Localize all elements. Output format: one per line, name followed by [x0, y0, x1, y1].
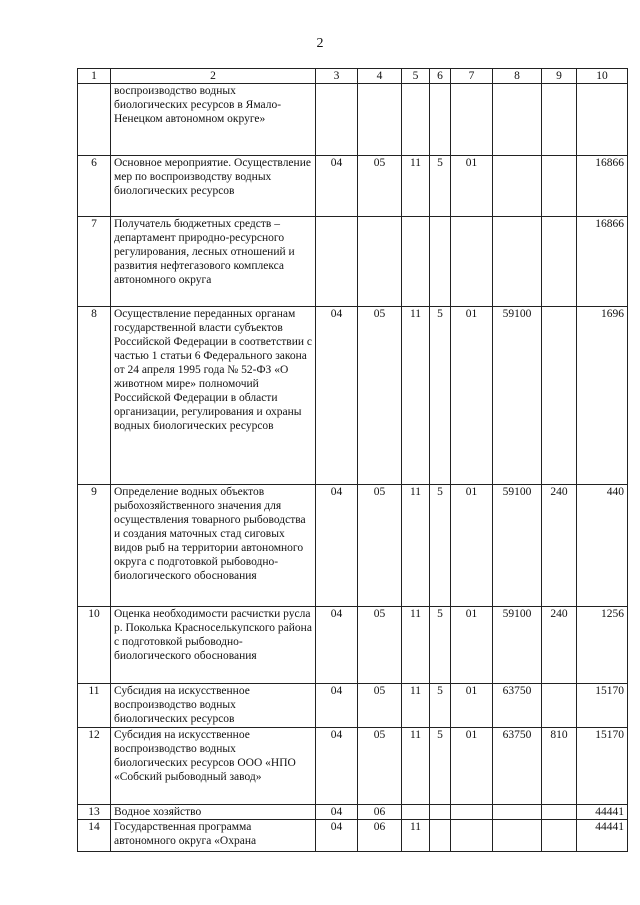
- header-col-5: 5: [402, 69, 430, 84]
- row-name: Основное мероприятие. Осуществление мер по воспроизводству водных биологических ресурсов: [111, 156, 316, 217]
- row-amount: 44441: [577, 805, 628, 820]
- row-amount: 15170: [577, 684, 628, 728]
- row-name: Оценка необходимости расчистки русла р. Поколька Красноселькупского района с подготовкой рыбоводно-биологического обоснования: [111, 607, 316, 684]
- row-program: 11: [402, 684, 430, 728]
- row-subprogram: [430, 217, 451, 307]
- row-subprogram: 5: [430, 684, 451, 728]
- header-col-9: 9: [542, 69, 577, 84]
- row-section: [316, 217, 358, 307]
- row-program: [402, 84, 430, 156]
- row-direction: 63750: [493, 728, 542, 805]
- row-name: Субсидия на искусственное воспроизводство водных биологических ресурсов: [111, 684, 316, 728]
- row-expense-type: [542, 307, 577, 485]
- row-activity: 01: [451, 607, 493, 684]
- row-subprogram: [430, 820, 451, 852]
- table-body: [78, 84, 628, 852]
- row-activity: 01: [451, 485, 493, 607]
- row-amount: 15170: [577, 728, 628, 805]
- table-row: [78, 84, 628, 156]
- page-number: 2: [316, 36, 324, 51]
- header-col-1: 1: [78, 69, 111, 84]
- row-activity: [451, 84, 493, 156]
- row-expense-type: [542, 805, 577, 820]
- budget-table: [77, 68, 628, 852]
- row-number: 12: [78, 728, 111, 805]
- header-col-2: 2: [111, 69, 316, 84]
- header-col-10: 10: [577, 69, 628, 84]
- row-expense-type: [542, 84, 577, 156]
- row-activity: [451, 820, 493, 852]
- row-activity: [451, 217, 493, 307]
- row-section: [316, 84, 358, 156]
- row-amount: 1696: [577, 307, 628, 485]
- row-amount: [577, 84, 628, 156]
- row-section: 04: [316, 805, 358, 820]
- row-subprogram: 5: [430, 728, 451, 805]
- row-subprogram: [430, 84, 451, 156]
- row-name: Определение водных объектов рыбохозяйственного значения для осуществления товарного рыбоводства и создания маточных стад сиговых видов рыб на территории автономного округа с подготовкой рыбоводно-биологического обоснования: [111, 485, 316, 607]
- row-direction: [493, 805, 542, 820]
- row-subsection: 05: [358, 156, 402, 217]
- row-expense-type: [542, 156, 577, 217]
- row-subsection: 05: [358, 684, 402, 728]
- row-direction: 59100: [493, 607, 542, 684]
- table-row: [78, 607, 628, 684]
- header-row: [78, 69, 628, 84]
- row-section: 04: [316, 607, 358, 684]
- row-amount: 16866: [577, 217, 628, 307]
- row-activity: [451, 805, 493, 820]
- row-program: 11: [402, 156, 430, 217]
- table-header: [78, 69, 628, 84]
- row-direction: [493, 820, 542, 852]
- row-expense-type: 240: [542, 607, 577, 684]
- row-section: 04: [316, 156, 358, 217]
- row-program: [402, 805, 430, 820]
- row-subsection: [358, 84, 402, 156]
- row-direction: [493, 217, 542, 307]
- row-name: воспроизводство водных биологических ресурсов в Ямало-Ненецком автономном округе»: [111, 84, 316, 156]
- row-subsection: 06: [358, 805, 402, 820]
- table-row: [78, 728, 628, 805]
- row-number: 14: [78, 820, 111, 852]
- table-row: [78, 820, 628, 852]
- row-subsection: 05: [358, 485, 402, 607]
- header-col-4: 4: [358, 69, 402, 84]
- row-expense-type: [542, 684, 577, 728]
- row-section: 04: [316, 485, 358, 607]
- row-number: 10: [78, 607, 111, 684]
- row-expense-type: 240: [542, 485, 577, 607]
- row-direction: 59100: [493, 485, 542, 607]
- row-subprogram: [430, 805, 451, 820]
- row-subprogram: 5: [430, 156, 451, 217]
- table-row: [78, 684, 628, 728]
- table-row: [78, 485, 628, 607]
- row-program: [402, 217, 430, 307]
- row-number: [78, 84, 111, 156]
- row-number: 13: [78, 805, 111, 820]
- row-subsection: 05: [358, 607, 402, 684]
- row-direction: [493, 84, 542, 156]
- row-subsection: [358, 217, 402, 307]
- table-row: [78, 805, 628, 820]
- row-expense-type: [542, 820, 577, 852]
- row-subsection: 05: [358, 728, 402, 805]
- row-number: 6: [78, 156, 111, 217]
- row-program: 11: [402, 485, 430, 607]
- row-direction: [493, 156, 542, 217]
- row-activity: 01: [451, 728, 493, 805]
- row-expense-type: [542, 217, 577, 307]
- row-section: 04: [316, 307, 358, 485]
- row-subprogram: 5: [430, 307, 451, 485]
- row-program: 11: [402, 307, 430, 485]
- row-section: 04: [316, 820, 358, 852]
- row-name: Осуществление переданных органам государственной власти субъектов Российской Федерации в соответствии с частью 1 статьи 6 Федерального закона от 24 апреля 1995 года № 52-ФЗ «О животном мире» полномочий Российской Федерации в области организации, регулирования и охраны водных биологических ресурсов: [111, 307, 316, 485]
- row-section: 04: [316, 684, 358, 728]
- header-col-6: 6: [430, 69, 451, 84]
- row-section: 04: [316, 728, 358, 805]
- header-col-8: 8: [493, 69, 542, 84]
- row-program: 11: [402, 607, 430, 684]
- table-row: [78, 156, 628, 217]
- row-subprogram: 5: [430, 607, 451, 684]
- row-program: 11: [402, 820, 430, 852]
- row-subprogram: 5: [430, 485, 451, 607]
- row-subsection: 05: [358, 307, 402, 485]
- table-row: [78, 307, 628, 485]
- row-name: Получатель бюджетных средств – департамент природно-ресурсного регулирования, лесных отношений и развития нефтегазового комплекса автономного округа: [111, 217, 316, 307]
- row-amount: 44441: [577, 820, 628, 852]
- row-expense-type: 810: [542, 728, 577, 805]
- row-number: 9: [78, 485, 111, 607]
- row-direction: 63750: [493, 684, 542, 728]
- row-subsection: 06: [358, 820, 402, 852]
- row-name: Водное хозяйство: [111, 805, 316, 820]
- row-amount: 1256: [577, 607, 628, 684]
- row-number: 7: [78, 217, 111, 307]
- row-number: 8: [78, 307, 111, 485]
- row-activity: 01: [451, 307, 493, 485]
- table-row: [78, 217, 628, 307]
- row-program: 11: [402, 728, 430, 805]
- row-activity: 01: [451, 684, 493, 728]
- row-activity: 01: [451, 156, 493, 217]
- row-name: Субсидия на искусственное воспроизводство водных биологических ресурсов ООО «НПО «Собский рыбоводный завод»: [111, 728, 316, 805]
- row-amount: 440: [577, 485, 628, 607]
- header-col-3: 3: [316, 69, 358, 84]
- row-direction: 59100: [493, 307, 542, 485]
- row-amount: 16866: [577, 156, 628, 217]
- header-col-7: 7: [451, 69, 493, 84]
- row-name: Государственная программа автономного округа «Охрана: [111, 820, 316, 852]
- row-number: 11: [78, 684, 111, 728]
